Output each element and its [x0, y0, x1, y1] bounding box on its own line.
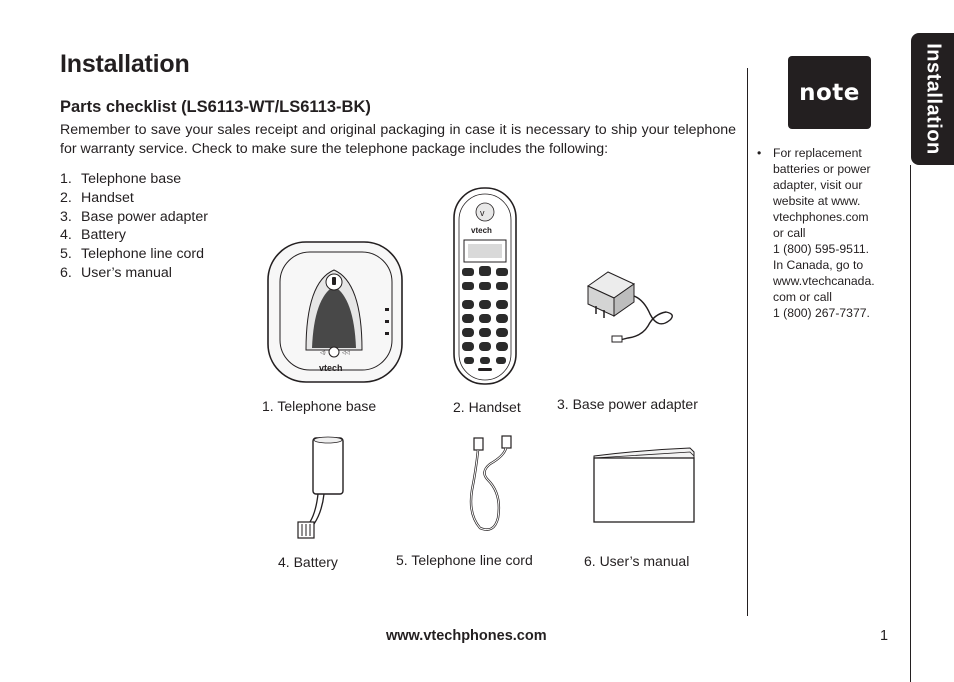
parts-checklist [60, 170, 208, 283]
item-label: Base power adapter [81, 208, 208, 225]
column-divider [747, 68, 748, 616]
note-line: In Canada, go to [773, 258, 864, 272]
note-line: www.vtechcanada. [773, 274, 875, 288]
list-item [60, 264, 208, 283]
power-adapter-image [584, 270, 680, 346]
item-label: Battery [81, 227, 126, 244]
svg-text:◁◁: ◁◁ [342, 350, 350, 356]
item-number: 4. [60, 227, 72, 244]
caption-line-cord: 5. Telephone line cord [396, 552, 533, 568]
battery-image [296, 436, 348, 542]
item-number: 2. [60, 189, 72, 206]
item-number: 3. [60, 208, 72, 225]
list-item [60, 189, 208, 208]
section-heading: Parts checklist (LS6113-WT/LS6113-BK) [60, 98, 371, 116]
page-title: Installation [60, 50, 190, 78]
footer-url: www.vtechphones.com [386, 628, 547, 644]
item-label: Telephone line cord [81, 246, 205, 263]
note-line: vtechphones.com [773, 210, 869, 224]
note-line: adapter, visit our [773, 178, 863, 192]
note-line: com or call [773, 290, 832, 304]
note-list [757, 145, 907, 321]
note-line: 1 (800) 267-7377. [773, 306, 870, 320]
note-line: or call [773, 226, 806, 240]
caption-battery: 4. Battery [278, 554, 338, 570]
item-label: Handset [81, 189, 134, 206]
brand-logo: vtech [471, 226, 492, 235]
item-number: 6. [60, 264, 72, 281]
svg-text:v: v [480, 208, 485, 218]
telephone-base-image [262, 238, 412, 388]
note-text [773, 145, 875, 321]
item-label: Telephone base [81, 171, 182, 187]
note-line: For replacement [773, 146, 862, 160]
caption-telephone-base: 1. Telephone base [262, 398, 377, 414]
bullet-icon: • [757, 146, 762, 160]
item-label: User’s manual [81, 264, 172, 281]
caption-handset: 2. Handset [453, 399, 521, 415]
note-line: website at www. [773, 194, 861, 208]
section-tab-label: Installation [922, 43, 944, 155]
item-number: 1. [60, 171, 72, 187]
note-badge: note [788, 56, 871, 129]
caption-power-adapter: 3. Base power adapter [557, 396, 698, 412]
brand-logo: vtech [319, 363, 343, 373]
list-item [757, 145, 907, 321]
page-number: 1 [880, 628, 889, 644]
intro-paragraph: Remember to save your sales receipt and original packaging in case it is necessary to ship your telephone for warranty service. Check to make sure the telephone package includes the following: [60, 122, 736, 157]
svg-text:◁): ◁) [320, 350, 326, 356]
note-line: 1 (800) 595-9511. [773, 242, 869, 256]
note-line: batteries or power [773, 162, 871, 176]
list-item [60, 226, 208, 245]
list-item [60, 170, 208, 189]
list-item [60, 208, 208, 227]
list-item [60, 245, 208, 264]
edge-rule [910, 165, 911, 682]
line-cord-image [466, 434, 520, 534]
item-number: 5. [60, 246, 72, 263]
section-tab [911, 33, 954, 165]
handset-image [452, 186, 518, 388]
users-manual-image [590, 446, 700, 526]
caption-users-manual: 6. User’s manual [584, 553, 690, 569]
